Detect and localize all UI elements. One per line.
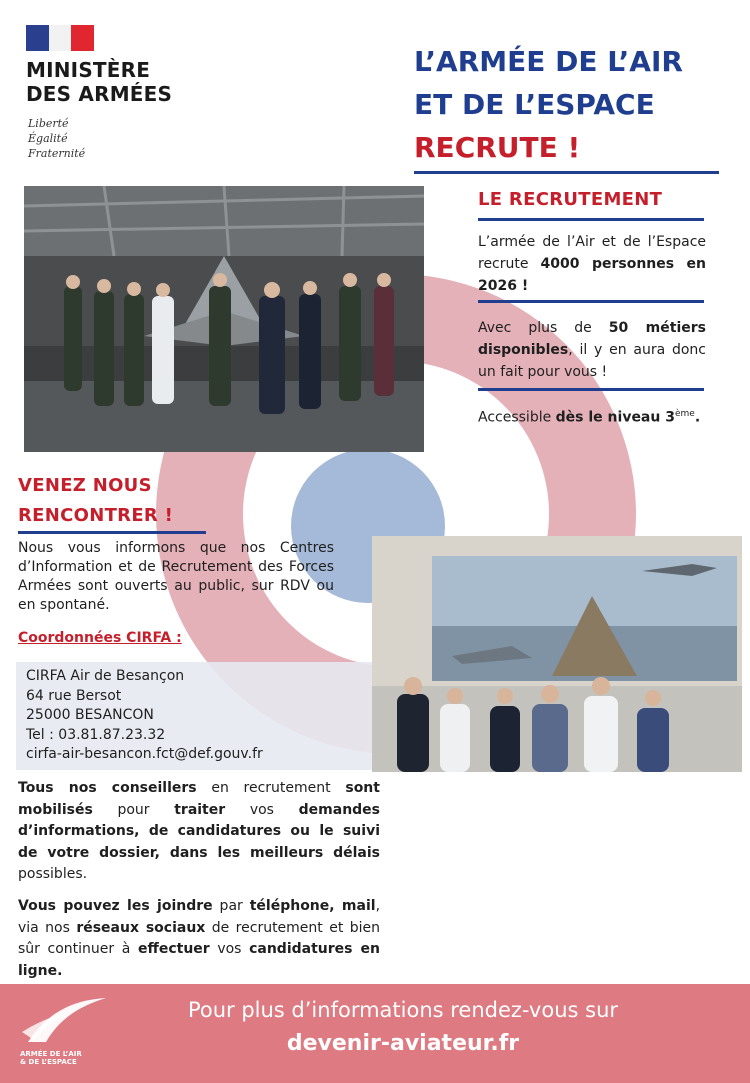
recrutement-paragraph-2: Avec plus de 50 métiers disponibles, il y en aura donc un fait pour vous !: [478, 320, 706, 380]
motto: Liberté Égalité Fraternité: [28, 117, 86, 160]
rencontre-paragraph: Nous vous informons que nos Centres d’Information et de Recrutement des Forces Armées sont ouverts au public, sur RDV ou en spontané.: [18, 540, 334, 613]
rencontre-title: VENEZ NOUS RENCONTRER !: [18, 475, 174, 526]
footer-info-text: Pour plus d’informations rendez-vous sur: [187, 998, 619, 1022]
recrutement-divider-3: [478, 388, 704, 391]
hangar-group-photo: [24, 186, 424, 452]
marianne-flag-icon: [26, 25, 94, 51]
armee-air-logo-text: ARMÉE DE L’AIR & DE L’ESPACE: [20, 1050, 82, 1066]
headline-divider: [414, 171, 719, 174]
cirfa-team-photo: [372, 536, 742, 772]
headline: L’ARMÉE DE L’AIR ET DE L’ESPACE RECRUTE !: [414, 45, 683, 164]
recrutement-divider-2: [478, 300, 704, 303]
email-link[interactable]: cirfa-air-besancon.fct@def.gouv.fr: [26, 746, 263, 762]
ministry-name: MINISTÈRE DES ARMÉES: [26, 58, 173, 106]
conseillers-paragraph: Tous nos conseillers en recrutement sont mobilisés pour traiter vos demandes d’informations, de candidatures ou le suivi de votre dossier, dans les meilleurs délais possibles.: [18, 780, 381, 882]
phone-number[interactable]: Tel : 03.81.87.23.32: [26, 726, 166, 743]
recrutement-paragraph-1: L’armée de l’Air et de l’Espace recrute 4000 personnes en 2026 !: [478, 234, 706, 294]
recrutement-divider: [478, 218, 704, 221]
recrutement-title: LE RECRUTEMENT: [478, 189, 663, 210]
rencontre-divider: [18, 531, 206, 534]
website-link[interactable]: devenir-aviateur.fr: [286, 1031, 520, 1056]
coordonnees-title: Coordonnées CIRFA :: [18, 630, 182, 646]
recrutement-paragraph-3: Accessible dès le niveau 3ème.: [478, 409, 701, 426]
contact-paragraph: Vous pouvez les joindre par téléphone, mail, via nos réseaux sociaux de recrutement et bien sûr continuer à effectuer vos candidatures en ligne.: [18, 898, 381, 979]
address-block: CIRFA Air de Besançon 64 rue Bersot 25000 BESANCON Tel : 03.81.87.23.32 cirfa-air-besancon.fct@def.gouv.fr: [26, 667, 263, 765]
